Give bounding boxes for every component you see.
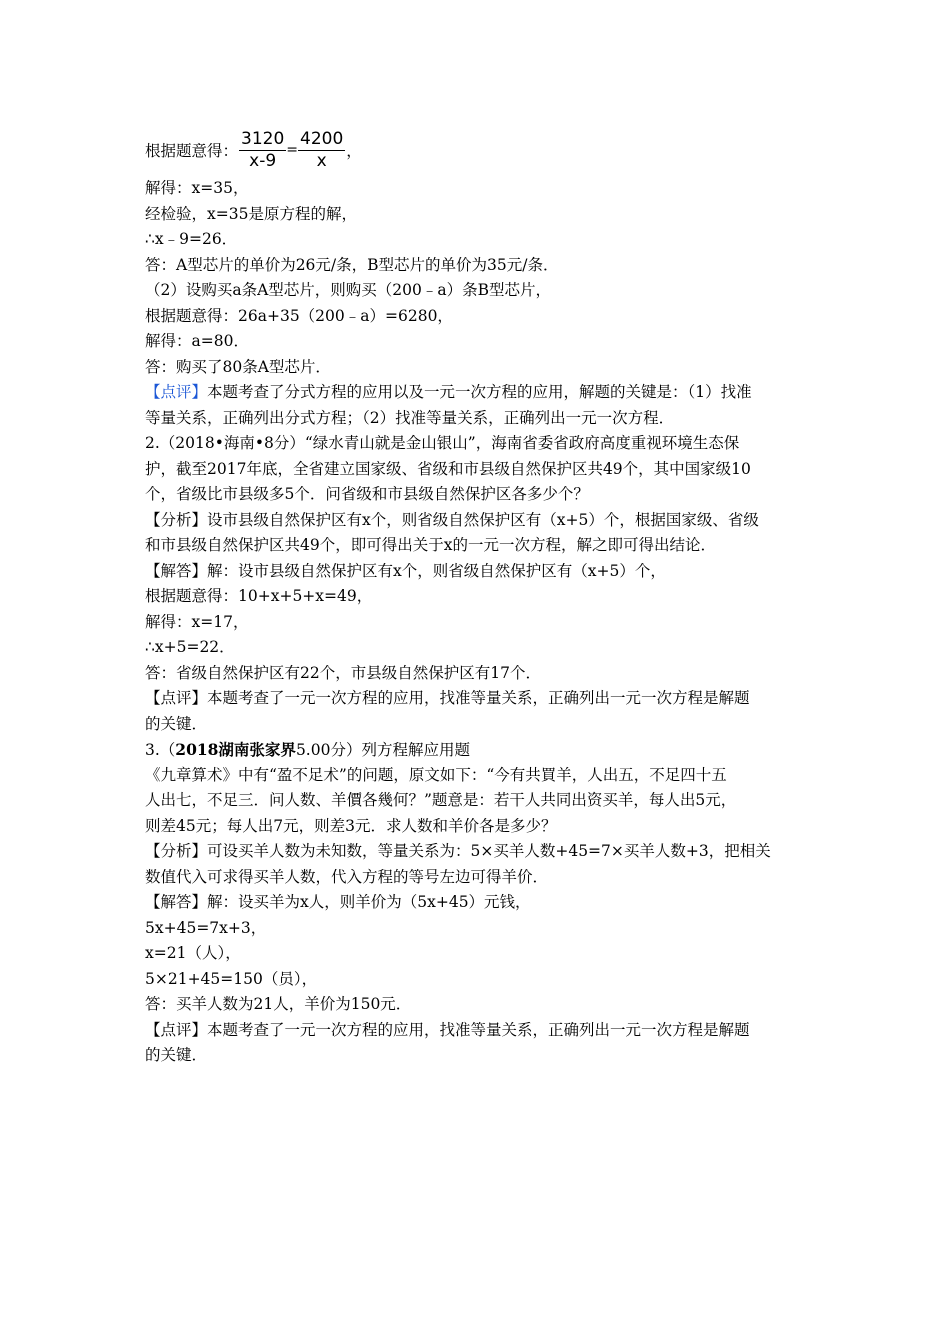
document-content xyxy=(145,124,810,1069)
text-line: 【分析】设市县级自然保护区有x个，则省级自然保护区有（x+5）个，根据国家级、省级 xyxy=(145,510,759,529)
equation-tail: ， xyxy=(346,142,362,160)
text-line: ∴x+5=22． xyxy=(145,638,235,656)
text-line: 经检验，x=35是原方程的解， xyxy=(145,204,357,223)
text-line: 人出七，不足三．问人数、羊價各幾何？”题意是：若干人共同出资买羊，每人出5元， xyxy=(145,791,737,809)
text-line: 等量关系，正确列出分式方程；（2）找准等量关系，正确列出一元一次方程． xyxy=(145,408,675,427)
text-line: 答：购买了80条A型芯片． xyxy=(145,357,331,376)
equals-sign: = xyxy=(286,142,299,158)
question-number: 3.（ xyxy=(145,741,176,759)
text-line: 【解答】解：设买羊为x人，则羊价为（5x+45）元钱， xyxy=(145,893,531,911)
text-line: 数值代入可求得买羊人数，代入方程的等号左边可得羊价． xyxy=(145,867,549,886)
text-line: 【解答】解：设市县级自然保护区有x个，则省级自然保护区有（x+5）个， xyxy=(145,561,666,580)
question-type: 5.00分）列方程解应用题 xyxy=(295,741,470,759)
text-line: 【分析】可设买羊人数为未知数，等量关系为：5×买羊人数+45=7×买羊人数+3，把相关 xyxy=(145,842,771,860)
text-line: 5×21+45=150（员）， xyxy=(145,969,318,988)
text-line: 答：A型芯片的单价为26元/条，B型芯片的单价为35元/条． xyxy=(145,255,559,274)
text-line: 2.（2018•海南•8分）“绿水青山就是金山银山”，海南省委省政府高度重视环境生态保 xyxy=(145,434,740,452)
fraction-left-denominator: x-9 xyxy=(249,150,277,171)
review-line xyxy=(145,380,810,406)
text-line: 【点评】本题考查了一元一次方程的应用，找准等量关系，正确列出一元一次方程是解题 xyxy=(145,1020,750,1039)
text-line: 解得：a=80． xyxy=(145,332,249,350)
fraction-right-numerator: 4200 xyxy=(300,128,344,149)
text-line: 和市县级自然保护区共49个，即可得出关于x的一元一次方程，解之即可得出结论． xyxy=(145,536,716,554)
text-line: 根据题意得：26a+35（200﹣a）=6280， xyxy=(145,306,453,325)
fraction-right-denominator: x xyxy=(316,150,327,171)
text-line: 的关键． xyxy=(145,1046,208,1064)
text-line: 解得：x=35， xyxy=(145,179,249,197)
text-line: 解得：x=17， xyxy=(145,612,249,631)
text-line: ∴x﹣9=26． xyxy=(145,230,238,248)
text-line: 的关键． xyxy=(145,714,208,733)
text-line: x=21（人）， xyxy=(145,944,241,962)
text-line: 答：买羊人数为21人，羊价为150元． xyxy=(145,995,412,1013)
fraction-right xyxy=(298,129,345,172)
equation-intro: 根据题意得： xyxy=(145,142,239,160)
question-3-heading xyxy=(145,737,810,763)
text-line: 【点评】本题考查了一元一次方程的应用，找准等量关系，正确列出一元一次方程是解题 xyxy=(145,689,750,707)
text-line: 《九章算术》中有“盈不足术”的问题，原文如下：“今有共買羊，人出五，不足四十五 xyxy=(145,765,727,784)
fraction-left-numerator: 3120 xyxy=(241,128,285,149)
text-line: 则差45元；每人出7元，则差3元．求人数和羊价各是多少？ xyxy=(145,816,557,835)
equation-line xyxy=(145,124,810,176)
text-line: 根据题意得：10+x+5+x=49， xyxy=(145,587,373,605)
review-tag: 【点评】 xyxy=(145,383,208,401)
text-line: 护，截至2017年底，全省建立国家级、省级和市县级自然保护区共49个，其中国家级10 xyxy=(145,459,751,478)
text-line: 答：省级自然保护区有22个，市县级自然保护区有17个． xyxy=(145,663,541,682)
text-line: 个，省级比市县级多5个．问省级和市县级自然保护区各多少个？ xyxy=(145,485,589,503)
question-source: 2018湖南张家界 xyxy=(175,740,296,759)
review-text: 本题考查了分式方程的应用以及一元一次方程的应用，解题的关键是：（1）找准 xyxy=(207,383,752,401)
fraction-left xyxy=(239,129,286,172)
text-line: 5x+45=7x+3， xyxy=(145,918,267,937)
text-line: （2）设购买a条A型芯片，则购买（200﹣a）条B型芯片， xyxy=(145,281,552,299)
